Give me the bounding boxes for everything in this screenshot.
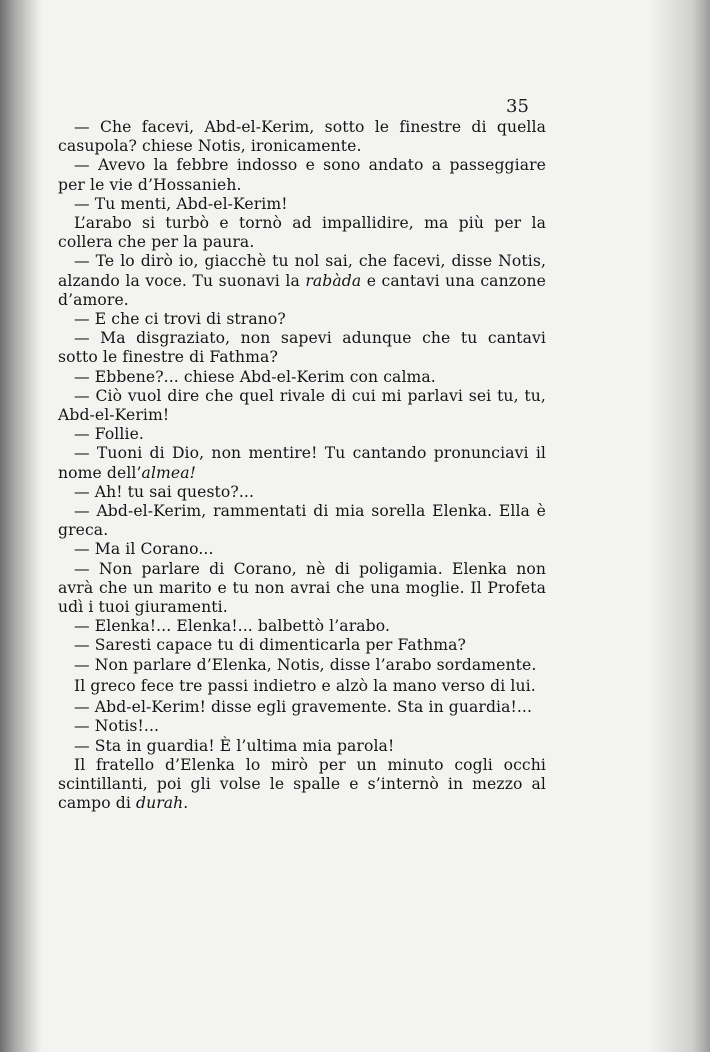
paragraph: — Non parlare d’Elenka, Notis, disse l’arabo sordamente. [74, 655, 537, 674]
italic-word: rabàda [305, 271, 362, 290]
paragraph: — E che ci trovi di strano? [74, 310, 286, 329]
book-spine-shadow [0, 0, 42, 1052]
page-number: 35 [506, 96, 529, 117]
paragraph: — Abd-el-Kerim! disse egli gravemente. Sta in guardia!... [74, 698, 533, 717]
paragraph: Il fratello d’Elenka lo mirò per un minuto cogli occhi scintillanti, poi gli volse le spalle e s’internò in mezzo al campo di durah. [58, 755, 546, 813]
paragraph: — Ma il Corano... [74, 540, 214, 559]
paragraph: — Tuoni di Dio, non mentire! Tu cantando pronunciavi il nome dell’almea! [58, 444, 546, 482]
paragraph: — Ciò vuol dire che quel rivale di cui mi parlavi sei tu, tu, Abd-el-Kerim! [58, 386, 546, 425]
paragraph: — Saresti capace tu di dimenticarla per Fathma? [74, 636, 466, 655]
paragraph: — Ma disgraziato, non sapevi adunque che tu cantavi sotto le finestre di Fathma? [58, 329, 546, 367]
paragraph: — Elenka!... Elenka!... balbettò l’arabo. [74, 617, 391, 636]
body-text [58, 118, 546, 813]
paragraph: — Non parlare di Corano, nè di poligamia. Elenka non avrà che un marito e tu non avrai che una moglie. Il Profeta udì i tuoi giuramenti. [58, 559, 546, 617]
paragraph: — Te lo dirò io, giacchè tu nol sai, che facevi, disse Notis, alzando la voce. Tu suonavi la rabàda e cantavi una canzone d’amore. [58, 252, 546, 309]
paragraph: — Follie. [74, 425, 144, 444]
paragraph: — Ebbene?... chiese Abd-el-Kerim con calma. [74, 367, 436, 386]
paragraph: — Che facevi, Abd-el-Kerim, sotto le finestre di quella casupola? chiese Notis, ironicamente. [58, 118, 546, 156]
paragraph: L’arabo si turbò e tornò ad impallidire, ma più per la collera che per la paura. [58, 214, 546, 252]
italic-word: almea! [141, 463, 197, 482]
paragraph: — Tu menti, Abd-el-Kerim! [74, 194, 288, 213]
paragraph: Il greco fece tre passi indietro e alzò la mano verso di lui. [74, 676, 536, 695]
paragraph: — Ah! tu sai questo?... [74, 482, 255, 501]
italic-word: durah. [135, 794, 189, 813]
paragraph: — Avevo la febbre indosso e sono andato a passeggiare per le vie d’Hossanieh. [58, 156, 546, 194]
paragraph: — Abd-el-Kerim, rammentati di mia sorella Elenka. Ella è greca. [58, 502, 546, 540]
paragraph: — Notis!... [74, 717, 160, 736]
page-edge-shadow [650, 0, 710, 1052]
paragraph: — Sta in guardia! È l’ultima mia parola! [74, 736, 395, 755]
